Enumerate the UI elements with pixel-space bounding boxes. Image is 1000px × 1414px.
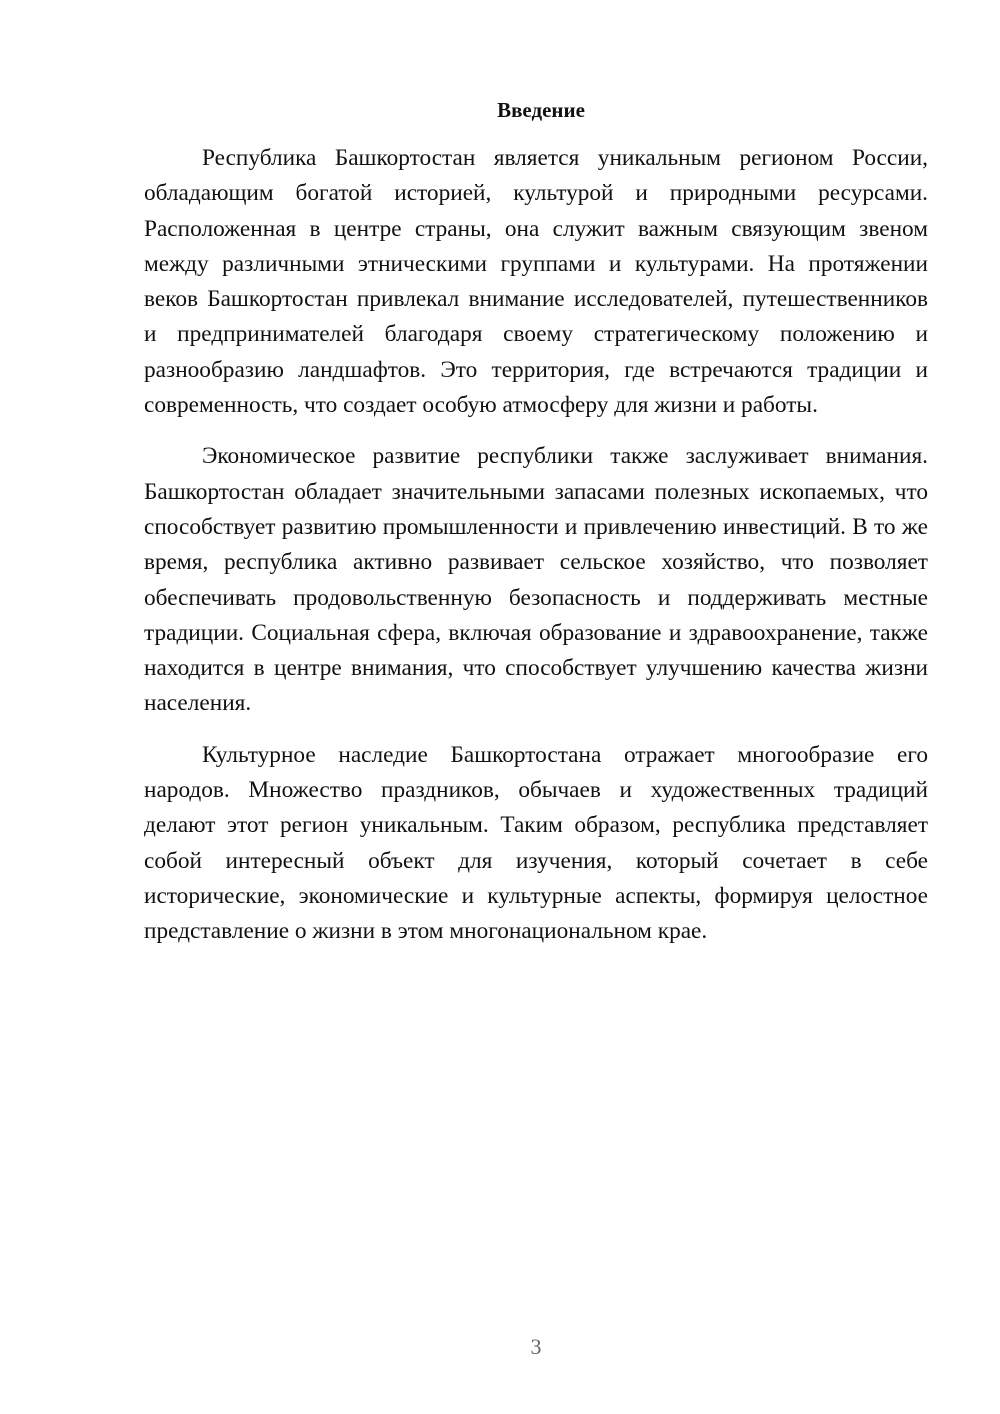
section-title: Введение [497, 98, 585, 122]
paragraph-1: Республика Башкортостан является уникальным регионом России, обладающим богатой историей, культурой и природными ресурсами. Расположенная в центре страны, она служит важным связующим звеном между различными этническими группами и культурами. На протяжении веков Башкортостан привлекал внимание исследователей, путешественников и предпринимателей благодаря своему стратегическому положению и разнообразию ландшафтов. Это территория, где встречаются традиции и современность, что создает особую атмосферу для жизни и работы. [144, 145, 928, 419]
page-number: 3 [530, 1334, 542, 1359]
page-content [144, 92, 928, 966]
paragraph-3: Культурное наследие Башкортостана отражает многообразие его народов. Множество праздников, обычаев и художественных традиций делают этот регион уникальным. Таким образом, республика представляет собой интересный объект для изучения, который сочетает в себе исторические, экономические и культурные аспекты, формируя целостное представление о жизни в этом многонациональном крае. [144, 741, 928, 945]
paragraph-2: Экономическое развитие республики также заслуживает внимания. Башкортостан обладает значительными запасами полезных ископаемых, что способствует развитию промышленности и привлечению инвестиций. В то же время, республика активно развивает сельское хозяйство, что позволяет обеспечивать продовольственную безопасность и поддерживать местные традиции. Социальная сфера, включая образование и здравоохранение, также находится в центре внимания, что способствует улучшению качества жизни населения. [144, 443, 928, 717]
